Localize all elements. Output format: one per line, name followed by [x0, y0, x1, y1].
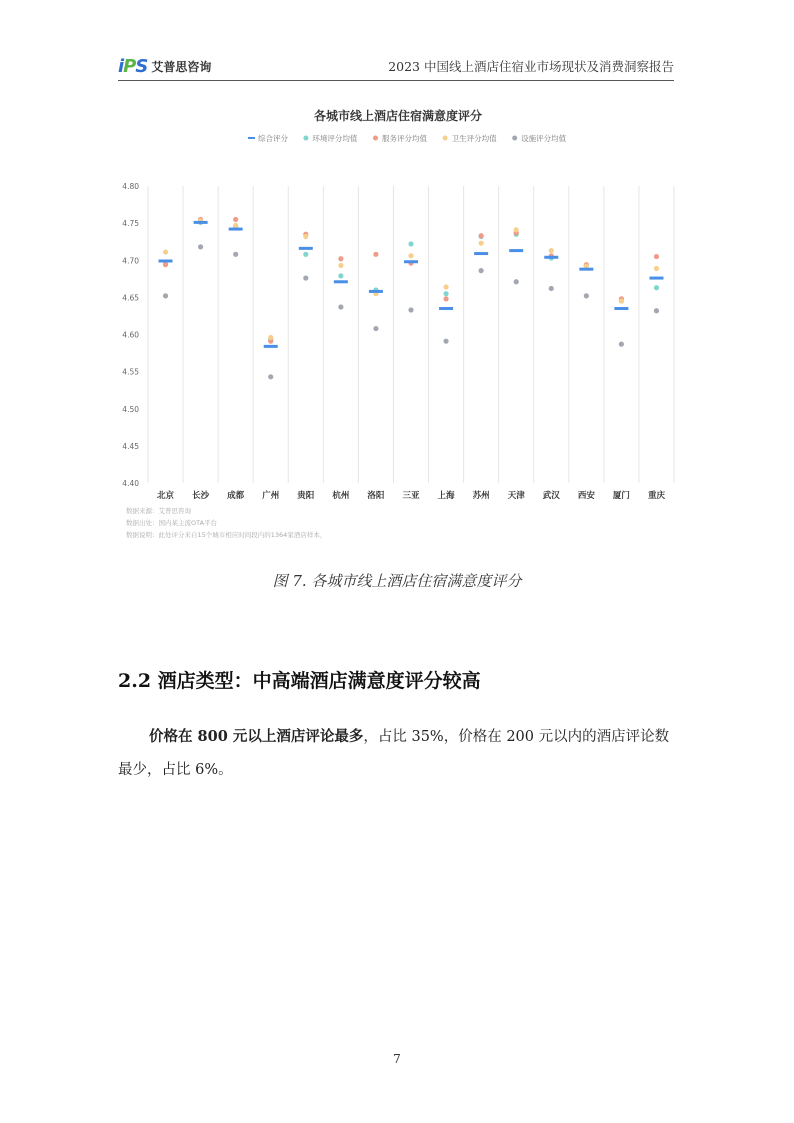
- mark-s0-5: [334, 280, 348, 283]
- ips-logo: [118, 54, 211, 78]
- x-label-12: 西安: [577, 491, 595, 501]
- x-label-8: 上海: [437, 491, 455, 501]
- point-s2-8: [443, 296, 448, 301]
- point-s4-10: [514, 279, 519, 284]
- point-s3-3: [268, 335, 273, 340]
- para-emphasis: 价格在 800 元以上酒店评论最多: [149, 728, 364, 745]
- mark-s0-7: [404, 260, 418, 263]
- y-tick-3: 4.65: [122, 293, 139, 303]
- point-s3-8: [443, 284, 448, 289]
- point-s4-1: [198, 244, 203, 249]
- legend-label-1: 环境评分均值: [312, 134, 358, 143]
- point-s2-9: [479, 233, 484, 238]
- point-s1-4: [303, 252, 308, 257]
- point-s4-2: [233, 252, 238, 257]
- legend-marker-2: [373, 136, 378, 141]
- legend-label-2: 服务评分均值: [382, 134, 427, 143]
- point-s4-5: [338, 304, 343, 309]
- mark-s0-10: [509, 249, 523, 252]
- x-label-6: 洛阳: [367, 491, 385, 501]
- point-s3-13: [619, 298, 624, 303]
- page-number: 7: [393, 1052, 401, 1066]
- y-tick-5: 4.55: [122, 367, 139, 377]
- y-tick-4: 4.60: [122, 330, 139, 340]
- x-label-13: 厦门: [612, 491, 630, 501]
- point-s4-11: [549, 286, 554, 291]
- legend-marker-3: [443, 136, 448, 141]
- mark-s0-13: [614, 307, 628, 310]
- legend-label-0: 综合评分: [258, 134, 288, 143]
- mark-s0-12: [579, 268, 593, 271]
- point-s3-10: [514, 227, 519, 232]
- chart-note-0: 数据来源：艾普思咨询: [126, 507, 191, 515]
- point-s4-12: [584, 293, 589, 298]
- point-s2-0: [163, 262, 168, 267]
- point-s3-11: [549, 248, 554, 253]
- legend-marker-1: [303, 136, 308, 141]
- point-s4-6: [373, 326, 378, 331]
- point-s4-4: [303, 275, 308, 280]
- x-label-9: 苏州: [472, 491, 490, 501]
- para-text: ，占比 35%，价格在 200 元以内的酒店评论数最少，占比 6%。: [118, 729, 670, 778]
- point-s3-5: [338, 263, 343, 268]
- point-s4-9: [479, 268, 484, 273]
- x-label-1: 长沙: [192, 491, 210, 501]
- point-s1-7: [408, 241, 413, 246]
- logo-text: 艾普思咨询: [151, 59, 212, 74]
- mark-s0-11: [544, 256, 558, 259]
- y-tick-2: 4.70: [122, 256, 139, 266]
- point-s2-14: [654, 254, 659, 259]
- figure-caption: 图 7. 各城市线上酒店住宿满意度评分: [272, 572, 522, 590]
- logo-mark: iPS: [118, 55, 148, 77]
- x-label-5: 杭州: [332, 491, 350, 501]
- legend-marker-0: [248, 137, 255, 139]
- point-s4-13: [619, 342, 624, 347]
- x-label-14: 重庆: [647, 491, 665, 501]
- y-tick-1: 4.75: [122, 219, 139, 229]
- point-s3-2: [233, 223, 238, 228]
- point-s4-0: [163, 293, 168, 298]
- legend-marker-4: [512, 136, 517, 141]
- point-s2-2: [233, 217, 238, 222]
- chart-note-1: 数据出处：国内某主流OTA平台: [126, 519, 218, 527]
- point-s3-7: [408, 253, 413, 258]
- mark-s0-2: [229, 228, 243, 231]
- point-s3-14: [654, 266, 659, 271]
- header-divider: [118, 80, 674, 81]
- section-heading: 2.2 酒店类型：中高端酒店满意度评分较高: [118, 670, 481, 692]
- y-tick-6: 4.50: [122, 404, 139, 414]
- mark-s0-4: [299, 247, 313, 250]
- point-s1-5: [338, 273, 343, 278]
- point-s4-7: [408, 307, 413, 312]
- legend-label-4: 设施评分均值: [521, 134, 567, 143]
- point-s3-9: [479, 241, 484, 246]
- point-s3-0: [163, 249, 168, 254]
- y-tick-7: 4.45: [122, 441, 139, 451]
- point-s2-6: [373, 252, 378, 257]
- y-tick-8: 4.40: [122, 479, 139, 488]
- mark-s0-3: [264, 345, 278, 348]
- page-header: [118, 50, 674, 80]
- y-tick-0: 4.80: [122, 182, 139, 191]
- point-s4-3: [268, 374, 273, 379]
- x-label-11: 武汉: [542, 491, 560, 501]
- x-label-0: 北京: [157, 491, 175, 501]
- mark-s0-14: [649, 277, 663, 280]
- satisfaction-score-chart: [118, 100, 678, 550]
- mark-s0-8: [439, 307, 453, 310]
- point-s1-8: [443, 291, 448, 296]
- mark-s0-9: [474, 252, 488, 255]
- point-s2-5: [338, 256, 343, 261]
- point-s1-14: [654, 285, 659, 290]
- chart-note-2: 数据说明：此处评分来自15个城市相应时间段内的1364家酒店样本，: [126, 531, 327, 539]
- mark-s0-1: [194, 221, 208, 224]
- report-title: 2023 中国线上酒店住宿业市场现状及消费洞察报告: [388, 59, 674, 74]
- mark-s0-0: [159, 259, 173, 262]
- x-label-2: 成都: [227, 491, 245, 501]
- mark-s0-6: [369, 290, 383, 293]
- chart-title: 各城市线上酒店住宿满意度评分: [313, 109, 483, 123]
- body-paragraph: [118, 720, 678, 787]
- x-label-10: 天津: [507, 491, 525, 501]
- point-s3-4: [303, 234, 308, 239]
- legend-label-3: 卫生评分均值: [451, 134, 497, 143]
- point-s4-14: [654, 308, 659, 313]
- point-s4-8: [443, 339, 448, 344]
- x-label-3: 广州: [262, 491, 280, 501]
- x-label-7: 三亚: [402, 491, 420, 501]
- x-label-4: 贵阳: [297, 491, 315, 501]
